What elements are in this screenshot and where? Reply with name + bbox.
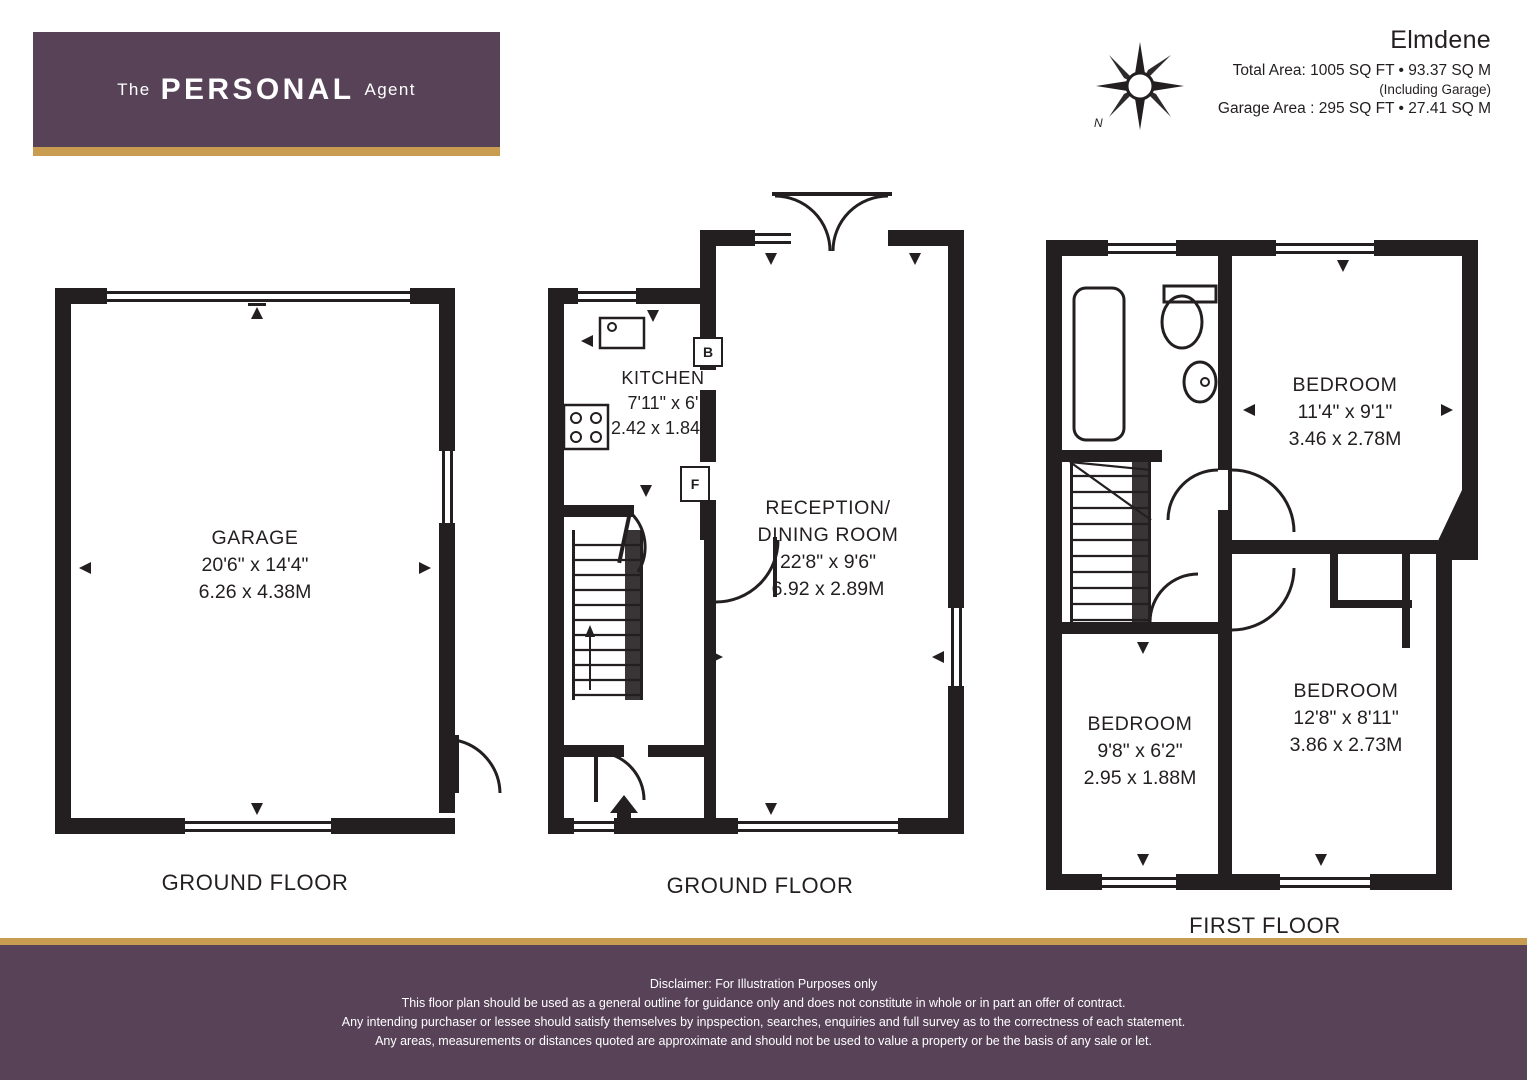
- room-label-bedroom-3: [1055, 711, 1225, 792]
- bedroom-3-name: BEDROOM: [1087, 713, 1193, 735]
- bedroom-2-imperial: 12'8" x 8'11": [1293, 707, 1399, 729]
- garage-metric: 6.26 x 4.38M: [198, 581, 312, 603]
- reception-name-line1: RECEPTION/: [765, 497, 891, 519]
- brand-word-personal: PERSONAL: [160, 72, 355, 106]
- disclaimer-line-4: Any areas, measurements or distances quoted are approximate and should not be used to value a property or be the basis of any sale or let.: [375, 1034, 1152, 1048]
- appliance-boiler-letter: B: [702, 344, 714, 360]
- total-area-text: Total Area: 1005 SQ FT • 93.37 SQ M: [1232, 62, 1491, 79]
- garage-name: GARAGE: [211, 527, 299, 549]
- floor-label-first: FIRST FLOOR: [1189, 913, 1341, 938]
- disclaimer-line-1: Disclaimer: For Illustration Purposes only: [649, 977, 878, 991]
- footer-accent-rule: [0, 938, 1527, 945]
- bedroom-1-metric: 3.46 x 2.78M: [1288, 428, 1402, 450]
- bedroom-3-imperial: 9'8" x 6'2": [1097, 740, 1183, 762]
- bedroom-2-name: BEDROOM: [1293, 680, 1399, 702]
- floor-label-garage: GROUND FLOOR: [161, 870, 349, 895]
- garage-imperial: 20'6" x 14'4": [201, 554, 309, 576]
- disclaimer-text: [0, 975, 1527, 1051]
- including-garage-text: (Including Garage): [1379, 82, 1491, 97]
- appliance-fridge-letter: F: [690, 476, 700, 492]
- page-title: Elmdene: [1390, 26, 1491, 54]
- reception-imperial: 22'8" x 9'6": [779, 551, 877, 573]
- kitchen-imperial: 7'11" x 6': [627, 393, 699, 413]
- kitchen-name: KITCHEN: [621, 368, 705, 388]
- garage-area-text: Garage Area : 295 SQ FT • 27.41 SQ M: [1217, 100, 1491, 117]
- room-label-kitchen: [590, 366, 736, 441]
- room-label-bedroom-2: [1248, 678, 1444, 759]
- disclaimer-line-2: This floor plan should be used as a general outline for guidance only and does not constitute in whole or in part an offer of contract.: [401, 996, 1126, 1010]
- compass-north-label: N: [1094, 116, 1103, 130]
- reception-metric: 6.92 x 2.89M: [771, 578, 885, 600]
- brand-word-the: The: [117, 79, 151, 99]
- appliance-fridge-box: [680, 466, 710, 502]
- floor-label-ground: GROUND FLOOR: [666, 873, 854, 898]
- appliance-boiler-box: [693, 337, 723, 367]
- room-label-garage: [155, 525, 355, 606]
- bedroom-1-imperial: 11'4" x 9'1": [1297, 401, 1393, 423]
- bedroom-3-metric: 2.95 x 1.88M: [1083, 767, 1197, 789]
- brand-word-agent: Agent: [364, 79, 416, 99]
- kitchen-metric: 2.42 x 1.84M: [610, 418, 716, 438]
- bedroom-2-metric: 3.86 x 2.73M: [1289, 734, 1403, 756]
- bedroom-1-name: BEDROOM: [1292, 374, 1398, 396]
- room-label-bedroom-1: [1250, 372, 1440, 453]
- first-floor-plan: [1046, 240, 1478, 890]
- disclaimer-line-3: Any intending purchaser or lessee should satisfy themselves by inpspection, searches, enquiries and full survey as to the correctness of each statement.: [341, 1015, 1186, 1029]
- reception-name-line2: DINING ROOM: [757, 524, 899, 546]
- room-label-reception-dining: [735, 495, 921, 603]
